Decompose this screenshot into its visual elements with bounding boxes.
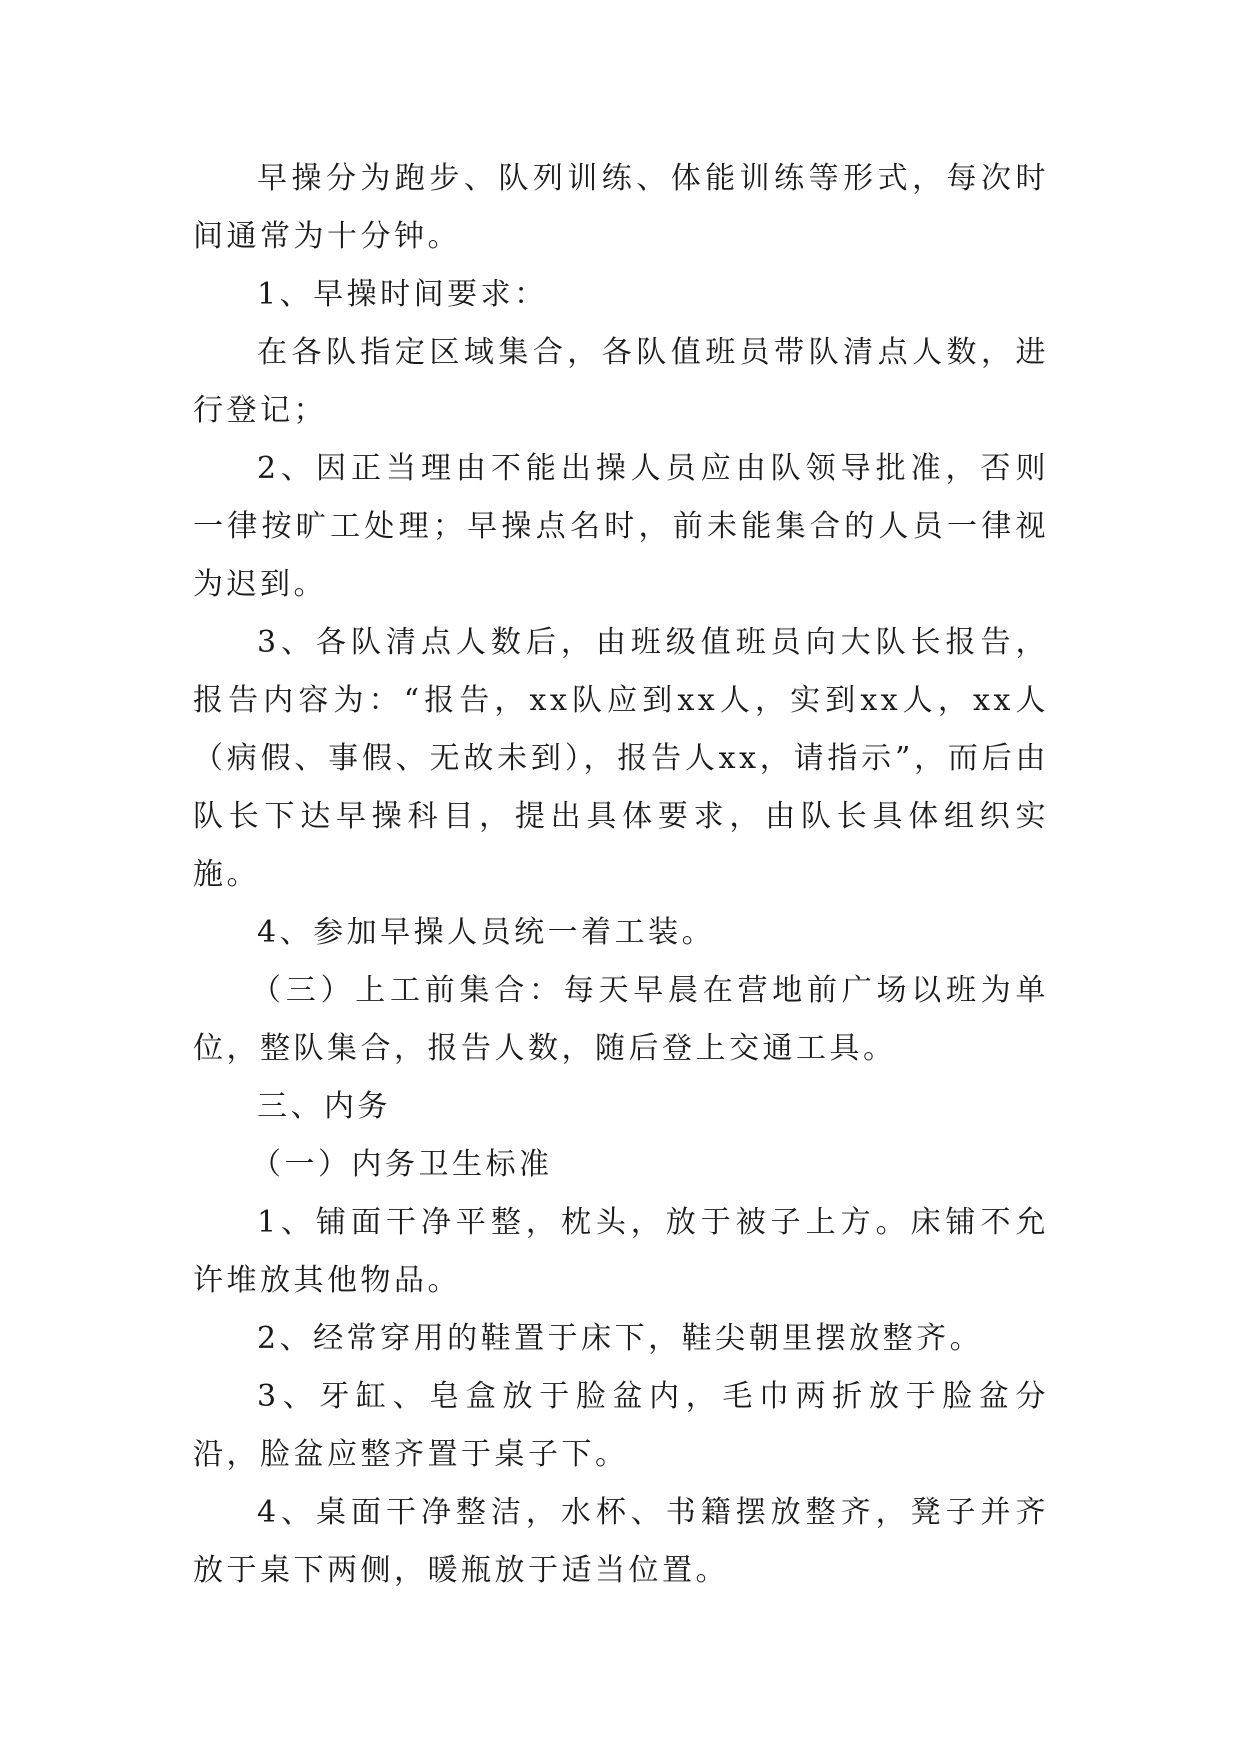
paragraph-section-three-assembly: （三）上工前集合：每天早晨在营地前广场以班为单位，整队集合，报告人数，随后登上交通工具。 — [193, 973, 1049, 1066]
paragraph-item-2: 2、因正当理由不能出操人员应由队领导批准，否则一律按旷工处理；早操点名时，前未能集合的人员一律视为迟到。 — [193, 451, 1049, 602]
paragraph-hygiene-item-4: 4、桌面干净整洁，水杯、书籍摆放整齐，凳子并齐放于桌下两侧，暖瓶放于适当位置。 — [193, 1495, 1049, 1588]
paragraph-item-4: 4、参加早操人员统一着工装。 — [257, 915, 716, 950]
paragraph-item-3: 3、各队清点人数后，由班级值班员向大队长报告，报告内容为：“报告，xx队应到xx人，实到xx人，xx人（病假、事假、无故未到），报告人xx，请指示”，而后由队长下达早操科目，提出具体要求，由队长具体组织实施。 — [193, 625, 1049, 892]
paragraph-hygiene-item-2: 2、经常穿用的鞋置于床下，鞋尖朝里摆放整齐。 — [257, 1321, 984, 1356]
section-heading-internal-affairs: 三、内务 — [257, 1089, 391, 1124]
paragraph-hygiene-item-3: 3、牙缸、皂盒放于脸盆内，毛巾两折放于脸盆分沿，脸盆应整齐置于桌子下。 — [193, 1379, 1049, 1472]
document-body — [193, 150, 1049, 1600]
subsection-heading-hygiene-standards: （一）内务卫生标准 — [251, 1147, 553, 1182]
paragraph-morning-exercise-forms: 早操分为跑步、队列训练、体能训练等形式，每次时间通常为十分钟。 — [193, 161, 1049, 254]
paragraph-item-1-heading: 1、早操时间要求： — [257, 277, 548, 312]
paragraph-assembly-registration: 在各队指定区域集合，各队值班员带队清点人数，进行登记； — [193, 335, 1049, 428]
paragraph-hygiene-item-1: 1、铺面干净平整，枕头，放于被子上方。床铺不允许堆放其他物品。 — [193, 1205, 1049, 1298]
